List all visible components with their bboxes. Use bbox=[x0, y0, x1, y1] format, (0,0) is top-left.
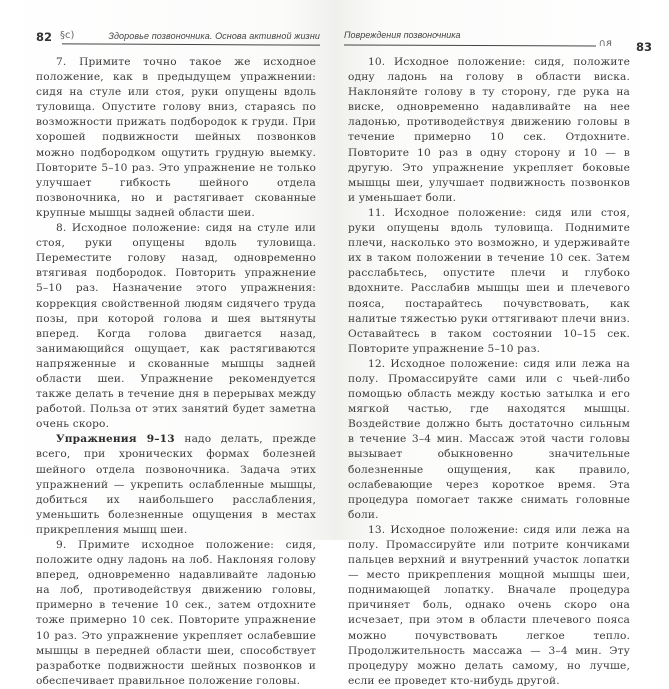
paragraph-exercise-10: 10. Исходное положение: сидя, положите одну ладонь на голову в области виска. Наклоняйте голову в ту сторону, где рука на виске, одновременно надавливайте на нее ладонью, противодействуя движению головы в течение примерно 10 сек. Отдохните. Повторите 10 раз в одну сторону и 10 — в другую. Это упражнение укрепляет боковые мышцы шеи, улучшает подвижность позвонков и уменьшает боли. bbox=[348, 56, 630, 204]
right-page-body bbox=[348, 55, 630, 689]
paragraph-exercise-7: 7. Примите точно такое же исходное положение, как в предыдущем упражнении: сидя на стуле или стоя, руки опущены вдоль туловища. Опустите голову вниз, стараясь по возможности прижать подбородок к груди. При хорошей подвижности шейных позвонков можно подбородком ощутить грудную выемку. Повторите 5–10 раз. Это упражнение не только улучшает гибкость шейного отдела позвоночника, но и растягивает скованные крупные мышцы задней области шеи. bbox=[36, 56, 316, 219]
ornament-icon: ∩ᴙ bbox=[598, 38, 612, 49]
ornament-icon: §c) bbox=[60, 30, 75, 41]
paragraph-exercise-11: 11. Исходное положение: сидя или стоя, руки опущены вдоль туловища. Поднимите плечи, насколько это возможно, и удерживайте их в таком положении в течение 10 сек. Затем расслабьтесь, опустите плечи и глубоко вдохните. Расслабив мышцы шеи и плечевого пояса, постарайтесь почувствовать, как налитые тяжестью руки оттягивают плечи вниз. Оставайтесь в таком состоянии 10–15 сек. Повторите упражнение 5–10 раз. bbox=[348, 206, 630, 355]
header-rule bbox=[62, 43, 320, 45]
paragraph-text: надо делать, прежде всего, при хронических формах болезней шейного отдела позвоночника. Задача этих упражнений — укрепить ослабленные мышцы, добиться их наибольшего расслабления, уменьшить болезненные ощущения в местах прикрепления мышц шеи. bbox=[36, 433, 316, 536]
right-page-header bbox=[344, 28, 652, 54]
paragraph-exercises-9-13-intro bbox=[36, 432, 316, 538]
header-rule bbox=[344, 44, 596, 46]
paragraph-exercise-12: 12. Исходное положение: сидя или лежа на полу. Промассируйте сами или с чьей-либо помощью область между костью затылка и его мягкой частью, где находятся мышцы. Воздействие должно быть достаточно сильным в течение 3–4 мин. Массаж этой части головы вызывает обыкновенно значительные болезненные ощущения, как правило, ослабевающие через короткое время. Эта процедура помогает также снимать головные боли. bbox=[348, 357, 630, 521]
paragraph-exercise-13: 13. Исходное положение: сидя или лежа на полу. Промассируйте или потрите кончиками пальцев верхний и внутренний участок лопатки — место прикрепления мощной мышцы шеи, поднимающей лопатку. Вначале процедура причиняет боль, однако очень скоро она исчезает, при этом в области плечевого пояса можно почувствовать легкое тепло. Продолжительность массажа — 3–4 мин. Эту процедуру можно делать самому, но лучше, если ее проведет кто-нибудь другой. bbox=[348, 523, 630, 687]
left-page bbox=[0, 0, 334, 687]
paragraph-exercise-8: 8. Исходное положение: сидя на стуле или стоя, руки опущены вдоль туловища. Переместите голову назад, одновременно втягивая подбородок. Повторить упражнение 5–10 раз. Назначение этого упражнения: коррекция свойственной людям сидячего труда позы, при которой голова и шея вытянуты вперед. Когда голова двигается назад, занимающийся ощущает, как растягиваются напряженные и скованные мышцы задней области шеи. Упражнение рекомендуется также делать в течение дня в перерывах между работой. Польза от этих занятий будет заметна очень скоро. bbox=[36, 222, 316, 431]
bold-lead: Упражнения 9–13 bbox=[56, 433, 175, 446]
left-page-body bbox=[36, 55, 316, 689]
page-number: 82 bbox=[36, 30, 53, 44]
page-number: 83 bbox=[635, 40, 652, 54]
right-page bbox=[334, 0, 668, 687]
paragraph-exercise-9: 9. Примите исходное положение: сидя, положите одну ладонь на лоб. Наклоняя голову вперед, одновременно надавливайте ладонью на лоб, противодействуя движению головы, примерно в течение 10 сек., затем отдохните тоже примерно 10 сек. Повторите упражнение 10 раз. Это упражнение укрепляет ослабевшие мышцы в передней области шеи, способствует разработке подвижности шейных позвонков и обеспечивает правильное положение головы. bbox=[36, 539, 316, 687]
left-page-header bbox=[36, 28, 320, 48]
running-head: Повреждения позвоночника bbox=[344, 30, 461, 40]
running-head: Здоровье позвоночника. Основа активной жизни bbox=[108, 31, 320, 41]
